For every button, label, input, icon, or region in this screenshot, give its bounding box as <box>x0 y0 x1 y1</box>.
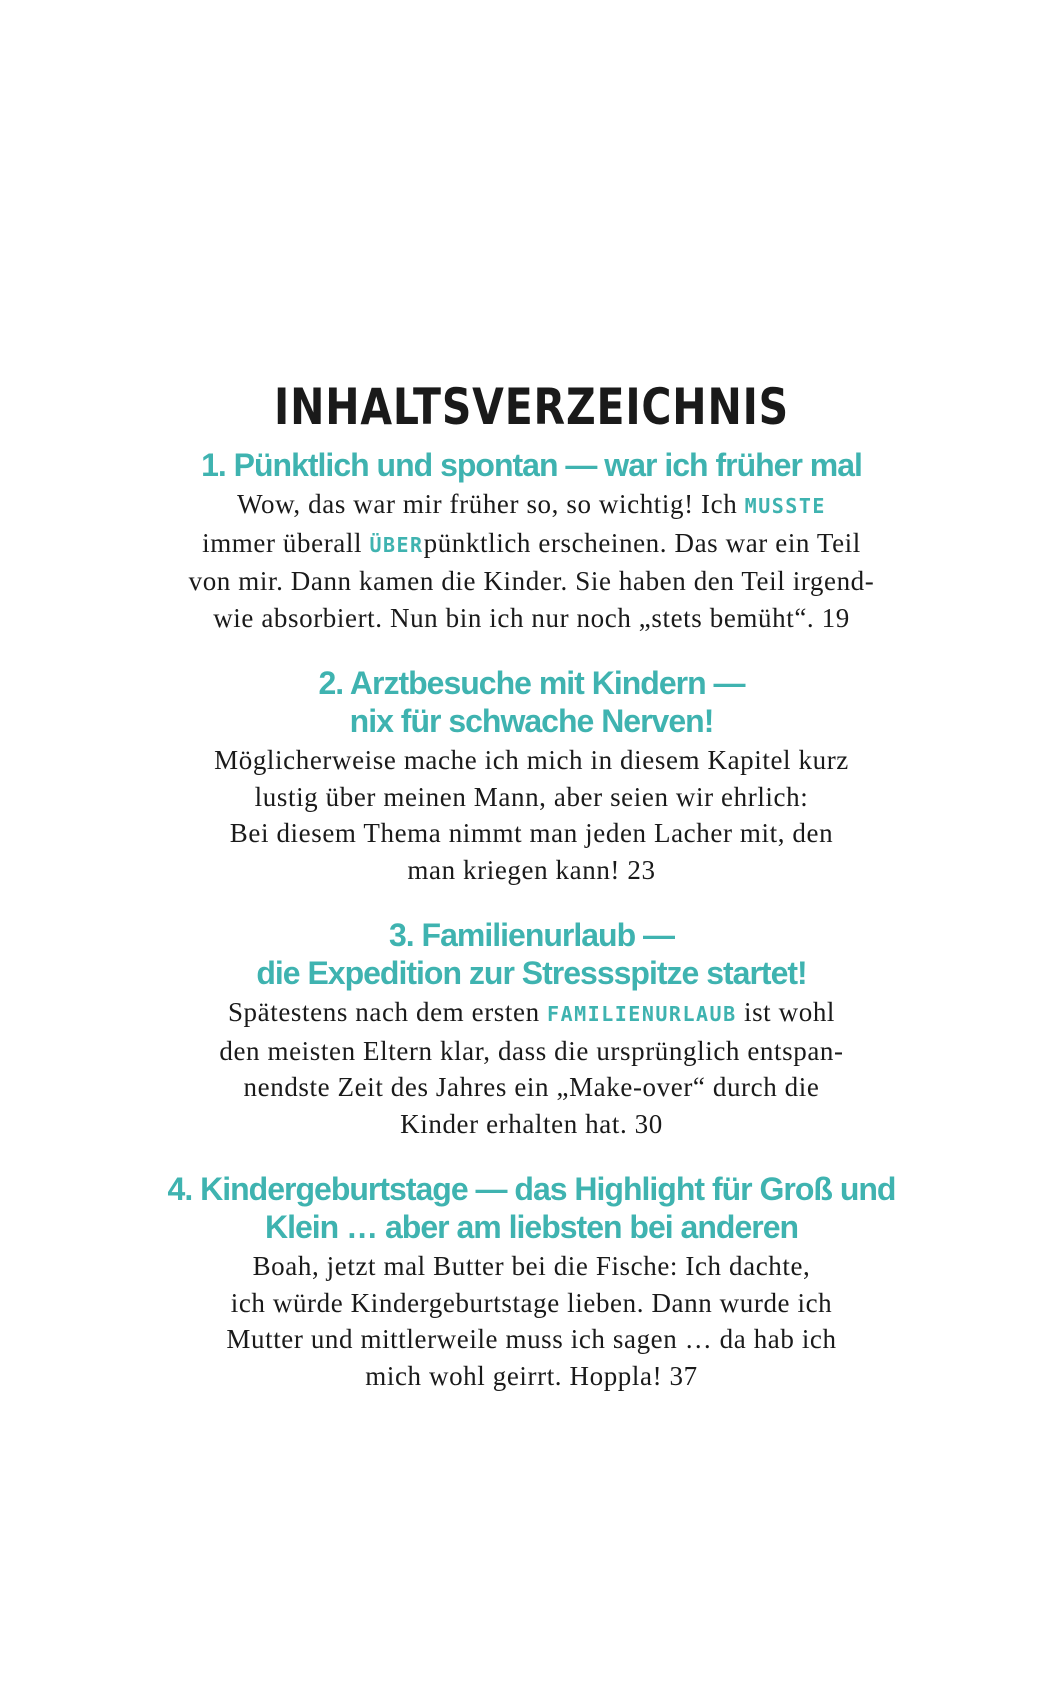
description-line: Boah, jetzt mal Butter bei die Fische: Ich dachte, <box>252 1251 811 1281</box>
description-line: Mutter und mittlerweile muss ich sagen … da hab ich <box>226 1324 837 1354</box>
text-run: ist wohl <box>736 997 836 1027</box>
description-line: Möglicherweise mache ich mich in diesem Kapitel kurz <box>214 745 849 775</box>
table-of-contents <box>150 378 913 1422</box>
page-number: 37 <box>669 1360 698 1391</box>
page-number: 19 <box>821 602 850 633</box>
toc-entry-description <box>150 742 913 888</box>
description-line <box>150 486 913 525</box>
heading-line: 4. Kindergeburtstage — das Highlight für Groß und <box>167 1171 896 1207</box>
heading-line: nix für schwache Nerven! <box>349 703 714 739</box>
text-run: Wow, das war mir früher so, so wichtig! Ich <box>237 489 745 519</box>
description-line <box>150 525 913 564</box>
toc-entry-heading <box>150 1170 913 1246</box>
highlighted-word: ÜBER <box>369 532 424 557</box>
text-run: wie absorbiert. Nun bin ich nur noch „stets bemüht“. <box>213 602 822 633</box>
heading-line: 1. Pünktlich und spontan — war ich früher mal <box>201 447 862 483</box>
toc-entry-4 <box>150 1170 913 1394</box>
text-run: man kriegen kann! <box>407 854 628 885</box>
toc-entry-description <box>150 994 913 1142</box>
toc-entry-2 <box>150 664 913 888</box>
text-run: Kinder erhalten hat. <box>400 1108 635 1139</box>
description-line <box>150 852 913 889</box>
description-line: von mir. Dann kamen die Kinder. Sie haben den Teil irgend- <box>188 566 875 596</box>
toc-entry-description <box>150 1248 913 1394</box>
text-run: immer überall <box>202 527 370 558</box>
heading-line: 2. Arztbesuche mit Kindern — <box>318 665 745 701</box>
heading-line: Klein … aber am liebsten bei anderen <box>264 1209 799 1245</box>
description-line: den meisten Eltern klar, dass die ursprünglich entspan- <box>219 1035 844 1066</box>
page-number: 23 <box>627 854 656 885</box>
description-line <box>150 1358 913 1395</box>
heading-line: die Expedition zur Stressspitze startet! <box>256 955 807 991</box>
description-line <box>150 1106 913 1143</box>
description-line <box>150 994 913 1033</box>
text-run: mich wohl geirrt. Hoppla! <box>365 1360 670 1391</box>
toc-entry-description <box>150 486 913 636</box>
toc-entry-1 <box>150 446 913 636</box>
description-line: nendste Zeit des Jahres ein „Make-over“ durch die <box>243 1072 820 1102</box>
heading-line: 3. Familienurlaub — <box>388 917 675 953</box>
highlighted-word: FAMILIENURLAUB <box>547 1002 737 1026</box>
toc-entry-3 <box>150 916 913 1142</box>
text-run: Spätestens nach dem ersten <box>227 997 548 1027</box>
page-title: INHALTSVERZEICHNIS <box>273 378 790 436</box>
toc-entry-heading <box>150 664 913 740</box>
highlighted-word: MUSSTE <box>744 494 826 518</box>
description-line: Bei diesem Thema nimmt man jeden Lacher mit, den <box>229 818 834 848</box>
description-line: ich würde Kindergeburtstage lieben. Dann wurde ich <box>230 1287 833 1318</box>
text-run: pünktlich erscheinen. Das war ein Teil <box>423 527 861 558</box>
toc-entry-heading <box>150 446 913 484</box>
page-number: 30 <box>634 1108 663 1139</box>
toc-entry-heading <box>150 916 913 992</box>
description-line: lustig über meinen Mann, aber seien wir ehrlich: <box>254 781 809 812</box>
description-line <box>150 600 913 637</box>
